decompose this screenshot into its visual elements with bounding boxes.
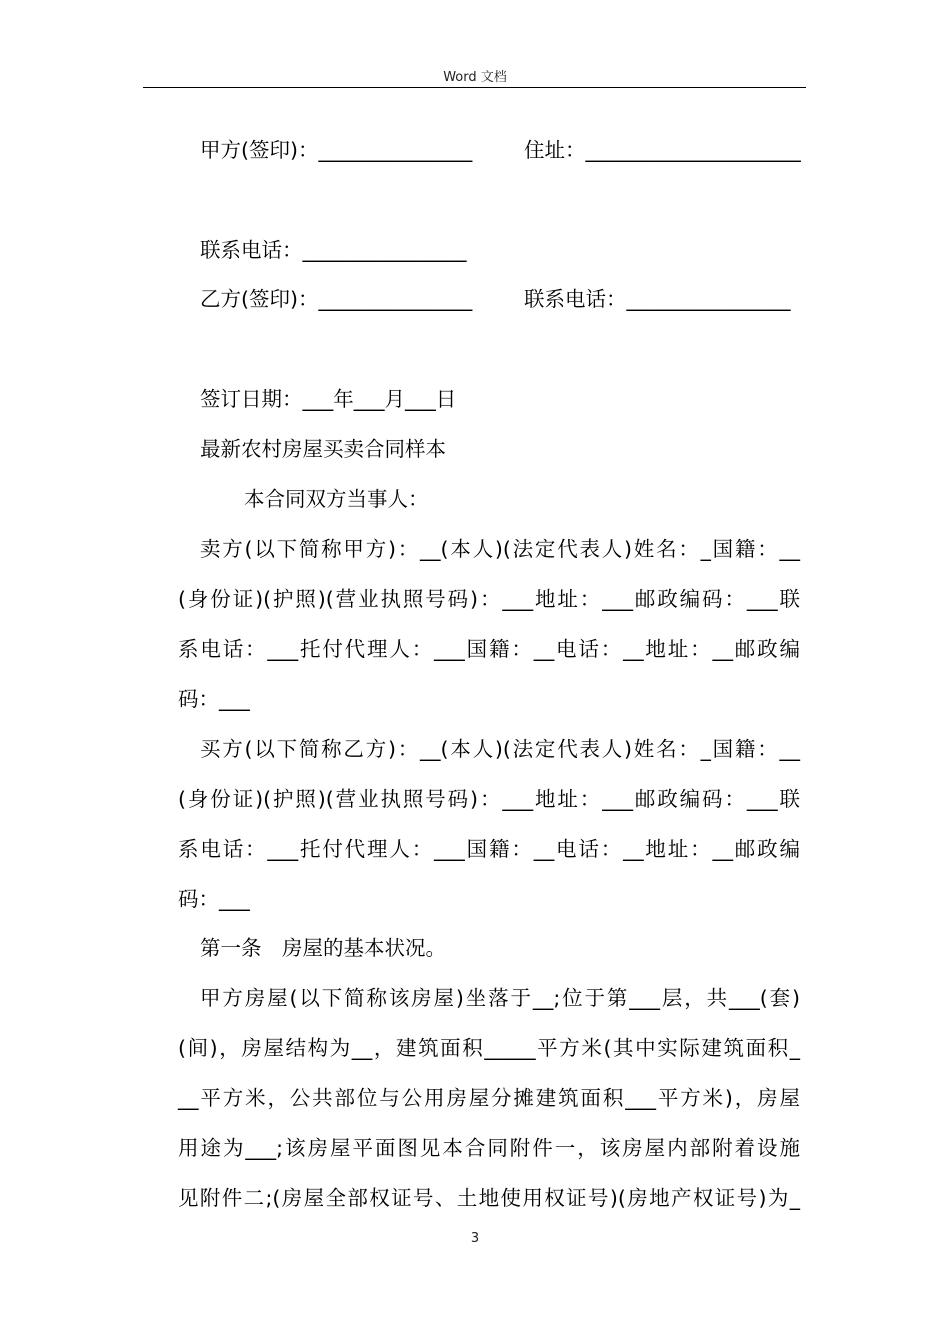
header-rule — [143, 87, 806, 88]
buyer-line: 系电话：___托付代理人：___国籍：__电话：__地址：__邮政编 — [178, 837, 800, 861]
sign-date-line: 签订日期：___年___月___日 — [200, 387, 457, 411]
seller-line: (身份证)(护照)(营业执照号码)：___地址：___邮政编码：___联 — [178, 587, 800, 611]
article-1-title: 第一条 房屋的基本状况。 — [200, 936, 446, 960]
party-a-sign-line: 甲方(签印)：_______________ — [200, 138, 473, 162]
intro-line: 本合同双方当事人： — [244, 487, 429, 511]
article-1-line: 用途为___;该房屋平面图见本合同附件一，该房屋内部附着设施 — [178, 1136, 800, 1160]
buyer-line: 码：___ — [178, 887, 250, 911]
article-1-line: 见附件二;(房屋全部权证号、土地使用权证号)(房地产权证号)为_ — [178, 1186, 800, 1210]
page-number: 3 — [470, 1231, 480, 1246]
article-1-line: (间)，房屋结构为__，建筑面积_____平方米(其中实际建筑面积_ — [178, 1036, 800, 1060]
address-line: 住址：_____________________ — [524, 138, 801, 162]
buyer-line: (身份证)(护照)(营业执照号码)：___地址：___邮政编码：___联 — [178, 787, 800, 811]
seller-line: 系电话：___托付代理人：___国籍：__电话：__地址：__邮政编 — [178, 637, 800, 661]
article-1-line: 甲方房屋(以下简称该房屋)坐落于__;位于第___层，共___(套) — [200, 986, 800, 1010]
party-b-sign-line: 乙方(签印)：_______________ — [200, 287, 473, 311]
contact-phone-a-line: 联系电话：________________ — [200, 238, 467, 262]
buyer-line: 买方(以下简称乙方)：__(本人)(法定代表人)姓名：_国籍：__ — [200, 737, 800, 761]
seller-line: 卖方(以下简称甲方)：__(本人)(法定代表人)姓名：_国籍：__ — [200, 537, 800, 561]
page-header: Word 文档 — [443, 70, 507, 85]
article-1-line: __平方米，公共部位与公用房屋分摊建筑面积___平方米)，房屋 — [178, 1086, 800, 1110]
document-title: 最新农村房屋买卖合同样本 — [200, 437, 446, 461]
contact-phone-b-line: 联系电话：________________ — [524, 287, 791, 311]
seller-line: 码：___ — [178, 687, 250, 711]
